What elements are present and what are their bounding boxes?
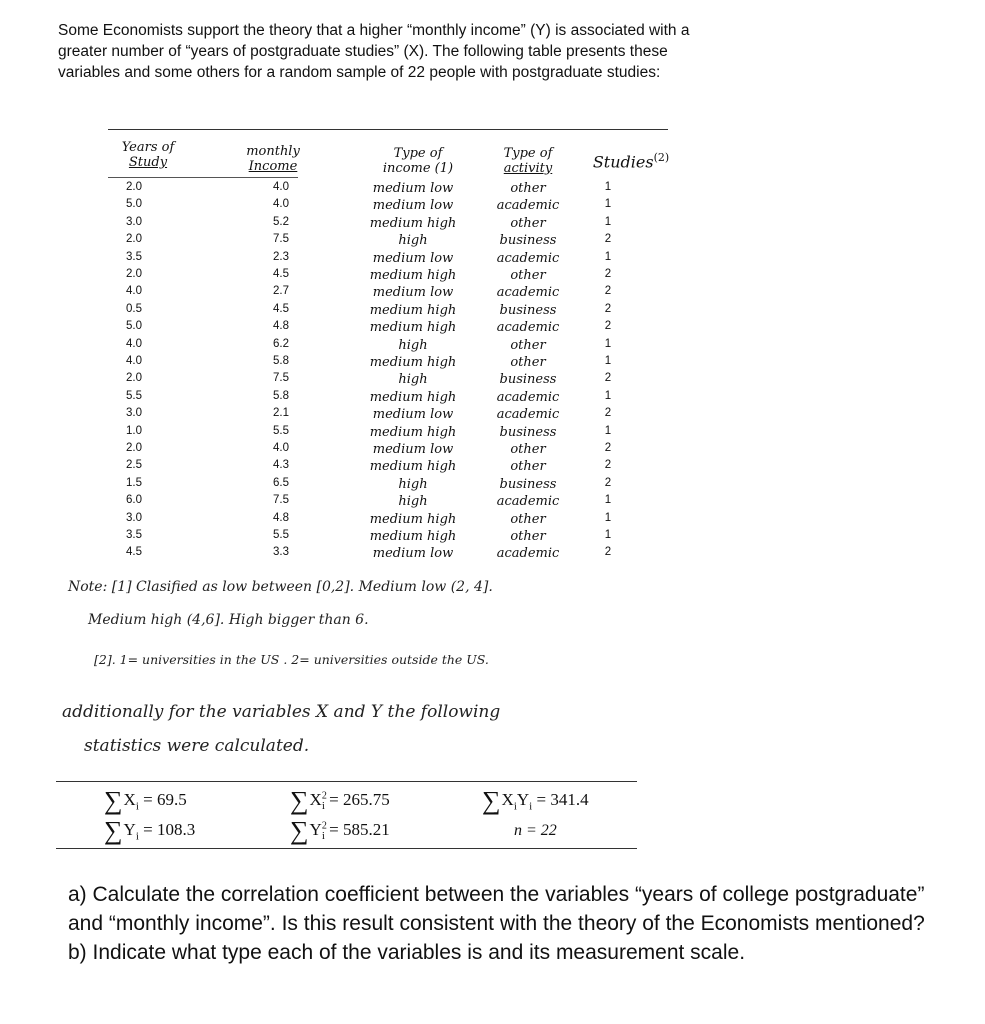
table-row [108, 268, 668, 285]
cell-studies: 1 [604, 424, 612, 437]
cell-activity: academic [496, 407, 560, 423]
additional-line-2: statistics were calculated. [84, 736, 310, 756]
cell-years: 2.0 [126, 372, 142, 385]
questions [68, 880, 928, 967]
header-type-activity: Type of activity [503, 146, 553, 176]
table-row [108, 442, 668, 459]
cell-studies: 1 [604, 511, 612, 524]
header-years: Years of Study [121, 140, 175, 170]
table-row [108, 233, 668, 250]
cell-type-income: medium high [369, 424, 457, 440]
header-income: monthly Income [246, 144, 300, 174]
cell-activity: other [510, 215, 546, 231]
cell-type-income: medium low [372, 442, 454, 457]
table-row [108, 425, 668, 442]
cell-years: 3.0 [126, 215, 142, 228]
cell-activity: other [510, 442, 546, 457]
cell-income: 5.5 [273, 529, 289, 541]
cell-years: 3.5 [126, 250, 142, 263]
cell-income: 4.3 [273, 459, 289, 472]
cell-studies: 2 [604, 407, 612, 420]
cell-years: 2.0 [126, 268, 142, 280]
cell-years: 0.5 [126, 302, 142, 315]
cell-income: 5.8 [273, 355, 289, 367]
cell-activity: academic [496, 494, 560, 510]
cell-income: 6.5 [273, 476, 289, 489]
cell-income: 4.5 [273, 268, 289, 280]
cell-activity: other [510, 355, 546, 370]
question-b: b) Indicate what type each of the variables is and its measurement scale. [68, 941, 746, 964]
cell-type-income: medium low [372, 250, 454, 266]
sigma-icon: ∑ [482, 786, 501, 815]
cell-activity: academic [496, 546, 560, 562]
cell-activity: academic [496, 285, 560, 301]
stat-n: n = 22 [514, 822, 557, 839]
cell-type-income: medium high [369, 511, 457, 527]
table-row [108, 216, 668, 233]
cell-studies: 2 [604, 302, 612, 315]
sigma-icon: ∑ [290, 786, 309, 815]
cell-studies: 1 [604, 215, 612, 228]
cell-type-income: high [398, 372, 428, 388]
cell-activity: academic [496, 198, 560, 214]
cell-years: 2.0 [126, 442, 142, 454]
cell-type-income: medium high [369, 302, 457, 318]
cell-type-income: medium low [372, 181, 454, 196]
cell-type-income: medium high [369, 529, 457, 544]
cell-studies: 2 [604, 459, 612, 472]
cell-activity: business [499, 233, 557, 249]
cell-type-income: medium high [369, 215, 457, 231]
cell-income: 2.3 [273, 250, 289, 263]
cell-income: 4.8 [273, 320, 289, 333]
cell-type-income: high [398, 494, 428, 510]
cell-income: 4.0 [273, 442, 289, 454]
cell-income: 5.8 [273, 389, 289, 402]
cell-studies: 2 [604, 372, 612, 385]
table-row [108, 546, 668, 563]
stats-bottom-rule [56, 848, 637, 849]
cell-years: 6.0 [126, 494, 142, 507]
cell-type-income: medium low [372, 407, 454, 423]
cell-studies: 2 [604, 233, 612, 246]
cell-studies: 2 [604, 320, 612, 333]
cell-studies: 2 [604, 285, 612, 298]
cell-years: 3.0 [126, 407, 142, 420]
cell-income: 5.5 [273, 424, 289, 437]
stat-sum-y: $\sum Y_i = 108.3$ [104, 816, 196, 845]
intro-paragraph: Some Economists support the theory that a higher “monthly income” (Y) is associated with a greater number of “years of postgraduate studies” (X). The following table presents these variables and some others for a random sample of 22 people with postgraduate studies: [58, 22, 690, 81]
cell-studies: 2 [604, 268, 612, 280]
cell-activity: other [510, 459, 546, 475]
cell-type-income: medium low [372, 546, 454, 562]
table-row [108, 198, 668, 215]
cell-type-income: medium high [369, 389, 457, 405]
header-studies: Studies$^{(2)}$ [592, 151, 670, 172]
table-row [108, 372, 668, 389]
header-type-income: Type of income (1) [382, 146, 454, 176]
cell-studies: 1 [604, 181, 612, 193]
cell-studies: 1 [604, 389, 612, 402]
cell-years: 3.0 [126, 511, 142, 524]
cell-activity: other [510, 529, 546, 544]
cell-years: 4.5 [126, 546, 142, 559]
stat-sum-x2: $\sum X^2_i = 265.75$ [290, 786, 390, 815]
cell-years: 5.5 [126, 389, 142, 402]
cell-income: 7.5 [273, 233, 289, 246]
cell-studies: 1 [604, 355, 612, 367]
cell-income: 4.0 [273, 198, 289, 211]
table-row [108, 320, 668, 337]
cell-type-income: high [398, 476, 428, 492]
note-2: [2]. 1= universities in the US . 2= universities outside the US. [94, 652, 489, 667]
cell-years: 2.5 [126, 459, 142, 472]
cell-years: 5.0 [126, 198, 142, 211]
cell-type-income: medium high [369, 355, 457, 370]
question-a: a) Calculate the correlation coefficient between the variables “years of college postgraduate” and “monthly income”. Is this result consistent with the theory of the Economists mentioned? [68, 883, 925, 935]
table-row [108, 181, 668, 198]
table-row [108, 338, 668, 355]
stats-top-rule [56, 781, 637, 782]
sigma-icon: ∑ [290, 816, 309, 845]
cell-type-income: medium low [372, 198, 454, 214]
cell-years: 2.0 [126, 181, 142, 193]
cell-activity: academic [496, 250, 560, 266]
cell-income: 2.1 [273, 407, 289, 420]
header-underline [108, 177, 298, 178]
cell-income: 4.8 [273, 511, 289, 524]
cell-years: 5.0 [126, 320, 142, 333]
cell-years: 3.5 [126, 529, 142, 541]
sigma-icon: ∑ [104, 816, 123, 845]
cell-type-income: high [398, 337, 428, 353]
cell-income: 7.5 [273, 372, 289, 385]
stat-sum-xy: $\sum X_iY_i = 341.4$ [482, 786, 589, 815]
cell-years: 4.0 [126, 337, 142, 350]
cell-income: 7.5 [273, 494, 289, 507]
cell-years: 2.0 [126, 233, 142, 246]
cell-activity: other [510, 268, 546, 283]
cell-studies: 1 [604, 337, 612, 350]
cell-studies: 2 [604, 546, 612, 559]
note-1-line-2: Medium high (4,6]. High bigger than 6. [88, 612, 369, 628]
cell-studies: 2 [604, 476, 612, 489]
cell-years: 1.5 [126, 476, 142, 489]
table-row [108, 285, 668, 302]
note-1-line-1: Note: [1] Clasified as low between [0,2]. Medium low (2, 4]. [68, 579, 493, 595]
table-row [108, 529, 668, 546]
table-row [108, 459, 668, 476]
cell-type-income: medium low [372, 285, 454, 301]
cell-studies: 1 [604, 198, 612, 211]
cell-income: 5.2 [273, 215, 289, 228]
additional-line-1: additionally for the variables X and Y the following [62, 702, 501, 722]
cell-activity: business [499, 302, 557, 318]
cell-studies: 2 [604, 442, 612, 454]
table-row [108, 390, 668, 407]
table-row [108, 494, 668, 511]
cell-activity: business [499, 424, 557, 440]
cell-income: 3.3 [273, 546, 289, 559]
cell-income: 4.0 [273, 181, 289, 193]
cell-years: 1.0 [126, 424, 142, 437]
cell-type-income: medium high [369, 459, 457, 475]
cell-activity: business [499, 372, 557, 388]
table-row [108, 355, 668, 372]
cell-income: 4.5 [273, 302, 289, 315]
table-top-rule [108, 129, 668, 130]
cell-activity: business [499, 476, 557, 492]
cell-activity: other [510, 337, 546, 353]
cell-type-income: high [398, 233, 428, 249]
sigma-icon: ∑ [104, 786, 123, 815]
stat-sum-y2: $\sum Y^2_i = 585.21$ [290, 816, 390, 845]
cell-income: 2.7 [273, 285, 289, 298]
cell-years: 4.0 [126, 285, 142, 298]
table-row [108, 407, 668, 424]
table-row [108, 477, 668, 494]
table-row [108, 251, 668, 268]
cell-type-income: medium high [369, 320, 457, 336]
cell-activity: academic [496, 320, 560, 336]
cell-type-income: medium high [369, 268, 457, 283]
cell-income: 6.2 [273, 337, 289, 350]
cell-activity: other [510, 181, 546, 196]
stat-sum-x: $\sum X_i = 69.5$ [104, 786, 187, 815]
cell-studies: 1 [604, 494, 612, 507]
table-row [108, 512, 668, 529]
cell-years: 4.0 [126, 355, 142, 367]
cell-studies: 1 [604, 529, 612, 541]
cell-activity: other [510, 511, 546, 527]
cell-activity: academic [496, 389, 560, 405]
cell-studies: 1 [604, 250, 612, 263]
table-row [108, 303, 668, 320]
